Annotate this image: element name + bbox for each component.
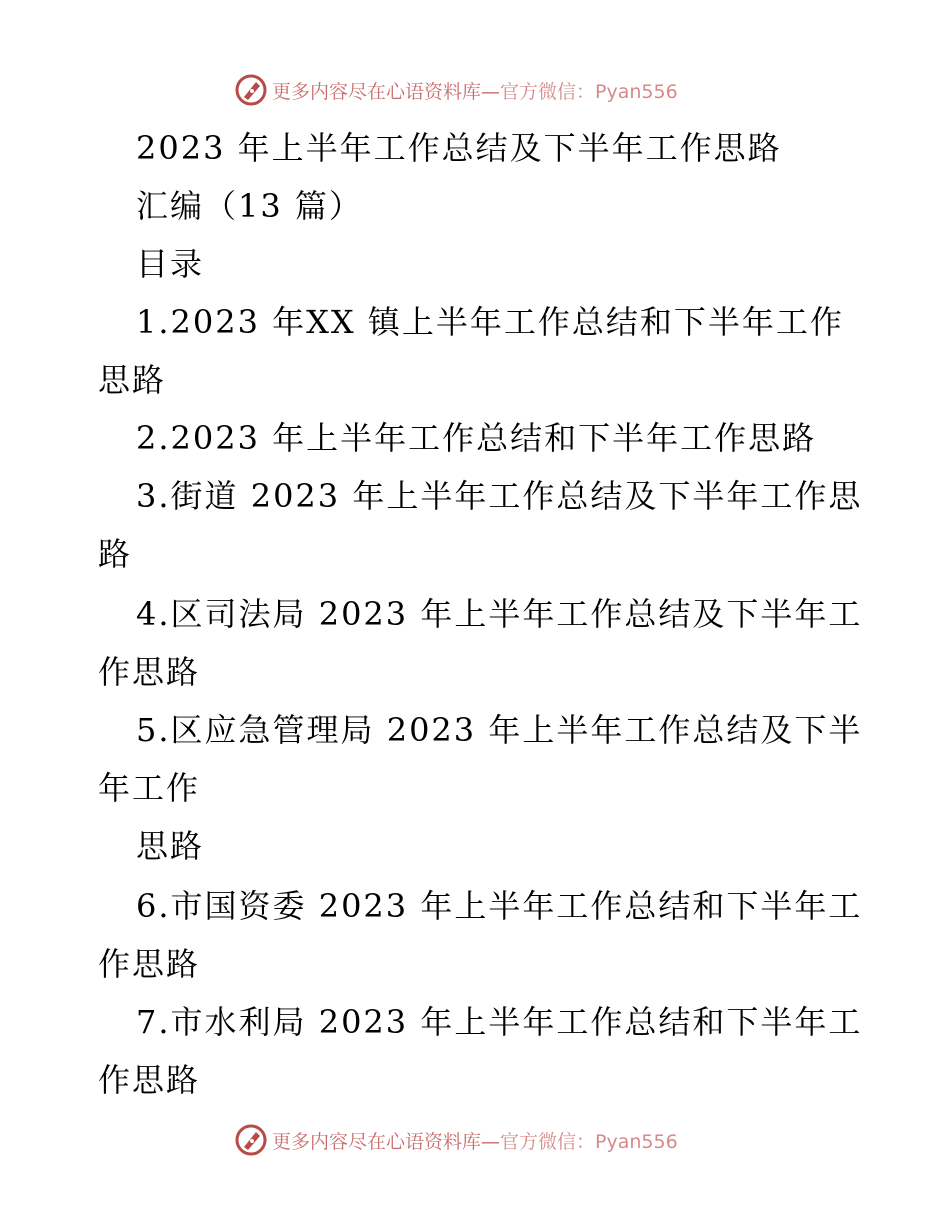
pen-nib-logo-icon — [234, 73, 268, 107]
toc-item-1-line1: 1.2023 年XX 镇上半年工作总结和下半年工作 — [136, 303, 844, 341]
toc-heading: 目录 — [136, 245, 205, 283]
toc-item-5-line1: 5.区应急管理局 2023 年上半年工作总结及下半 — [136, 711, 863, 749]
toc-item-4-line1: 4.区司法局 2023 年上半年工作总结及下半年工 — [136, 595, 863, 633]
toc-item-4-line2: 作思路 — [98, 653, 201, 691]
footer-watermark — [234, 1122, 678, 1158]
document-title-line2: 汇编（13 篇） — [136, 187, 363, 225]
header-watermark — [234, 72, 678, 108]
watermark-contact: 官方微信：Pyan556 — [500, 1130, 678, 1153]
toc-item-5-line2: 年工作 — [98, 769, 201, 807]
watermark-text: 更多内容尽在心语资料库— — [272, 80, 501, 103]
pen-nib-logo-icon — [234, 1123, 268, 1157]
toc-item-3-line1: 3.街道 2023 年上半年工作总结及下半年工作思 — [136, 477, 863, 515]
document-title-line1: 2023 年上半年工作总结及下半年工作思路 — [136, 129, 782, 167]
toc-item-6-line1: 6.市国资委 2023 年上半年工作总结和下半年工 — [136, 887, 863, 925]
toc-item-3-line2: 路 — [98, 535, 133, 573]
toc-item-7-line1: 7.市水利局 2023 年上半年工作总结和下半年工 — [136, 1003, 863, 1041]
toc-item-6-line2: 作思路 — [98, 945, 201, 983]
watermark-text: 更多内容尽在心语资料库— — [272, 1130, 501, 1153]
watermark-contact: 官方微信：Pyan556 — [500, 80, 678, 103]
toc-item-2-line1: 2.2023 年上半年工作总结和下半年工作思路 — [136, 419, 817, 457]
toc-item-7-line2: 作思路 — [98, 1061, 201, 1099]
toc-item-5-line3: 思路 — [136, 827, 205, 865]
toc-item-1-line2: 思路 — [98, 361, 167, 399]
